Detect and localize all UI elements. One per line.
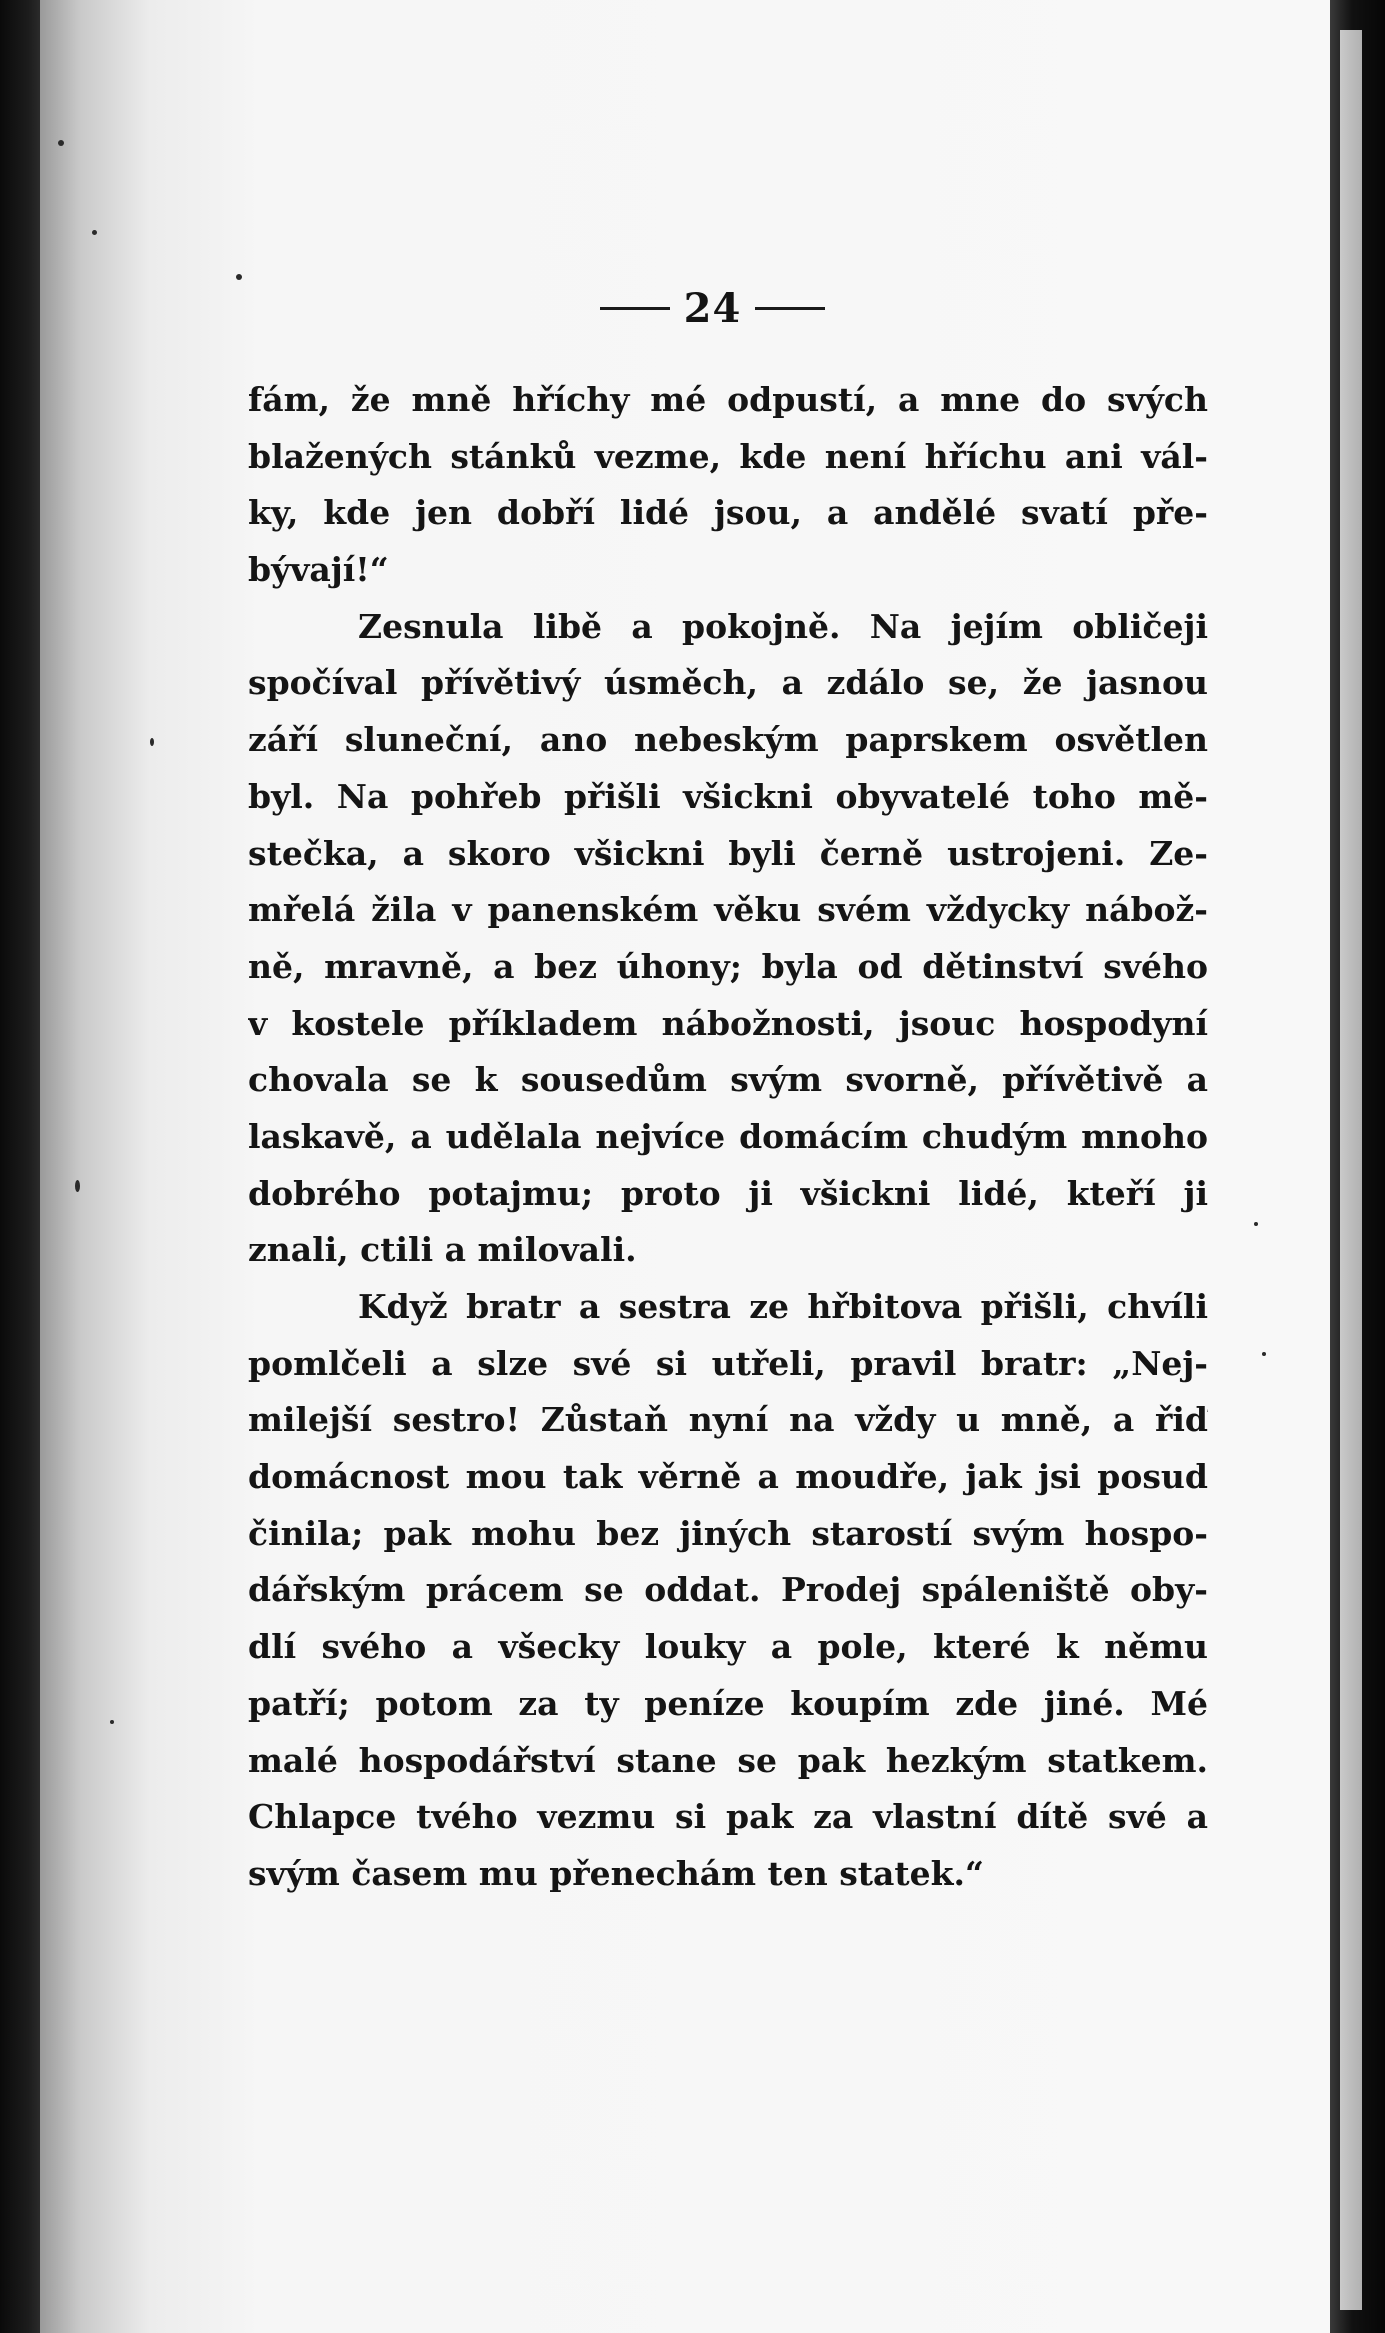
text-line: dářským prácem se oddat. Prodej spáleniště oby- xyxy=(248,1570,1208,1610)
scan-speck xyxy=(110,1720,114,1724)
text-line: činila; pak mohu bez jiných starostí svým hospo- xyxy=(248,1513,1208,1553)
page-number: 24 xyxy=(683,284,742,332)
text-line: svým časem mu přenechám ten statek.“ xyxy=(248,1853,985,1893)
text-line: spočíval přívětivý úsměch, a zdálo se, že jasnou xyxy=(248,663,1208,703)
text-line: v kostele příkladem nábožnosti, jsouc hospodyní xyxy=(248,1003,1208,1043)
scan-speck xyxy=(58,140,64,146)
scan-speck xyxy=(1262,1352,1266,1356)
text-line: bývají!“ xyxy=(248,550,389,590)
text-line: ky, kde jen dobří lidé jsou, a andělé svatí pře- xyxy=(248,493,1208,533)
text-line: dlí svého a všecky louky a pole, které k němu xyxy=(248,1627,1208,1667)
text-line: Když bratr a sestra ze hřbitova přišli, chvíli xyxy=(358,1287,1208,1326)
text-line: byl. Na pohřeb přišli všickni obyvatelé toho mě- xyxy=(248,776,1208,816)
scan-speck xyxy=(1254,1222,1258,1226)
text-line: Chlapce tvého vezmu si pak za vlastní dítě své a xyxy=(248,1797,1208,1837)
text-line: milejší sestro! Zůstaň nyní na vždy u mně, a řiď xyxy=(248,1400,1208,1440)
adjacent-page-strip xyxy=(1340,30,1362,2310)
text-line: dobrého potajmu; proto ji všickni lidé, kteří ji xyxy=(248,1173,1208,1213)
text-line: domácnost mou tak věrně a moudře, jak jsi posud xyxy=(248,1457,1208,1497)
text-line: chovala se k sousedům svým svorně, přívětivě a xyxy=(248,1060,1208,1100)
text-line: září sluneční, ano nebeským paprskem osvětlen xyxy=(248,720,1208,760)
text-line: Zesnula libě a pokojně. Na jejím obličeji xyxy=(358,606,1208,646)
text-line: mřelá žila v panenském věku svém vždycky nábož- xyxy=(248,890,1208,930)
scan-speck xyxy=(92,230,97,235)
text-line: patří; potom za ty peníze koupím zde jiné. Mé xyxy=(248,1683,1208,1723)
body-text xyxy=(248,372,1208,1903)
text-line: blažených stánků vezme, kde není hříchu ani vál- xyxy=(248,436,1208,476)
page-header xyxy=(0,278,1385,338)
text-line: laskavě, a udělala nejvíce domácím chudým mnoho xyxy=(248,1116,1208,1156)
text-line: pomlčeli a slze své si utřeli, pravil bratr: „Nej- xyxy=(248,1343,1208,1383)
text-line: stečka, a skoro všickni byli černě ustrojeni. Ze- xyxy=(248,833,1208,873)
scan-speck xyxy=(75,1180,80,1192)
text-line: znali, ctili a milovali. xyxy=(248,1230,637,1270)
text-line: ně, mravně, a bez úhony; byla od dětinství svého xyxy=(248,946,1208,986)
text-line: fám, že mně hříchy mé odpustí, a mne do svých xyxy=(248,380,1208,419)
scan-speck xyxy=(150,738,154,746)
header-dash-right xyxy=(755,307,825,310)
text-line: malé hospodářství stane se pak hezkým statkem. xyxy=(248,1740,1208,1780)
header-dash-left xyxy=(600,307,670,310)
